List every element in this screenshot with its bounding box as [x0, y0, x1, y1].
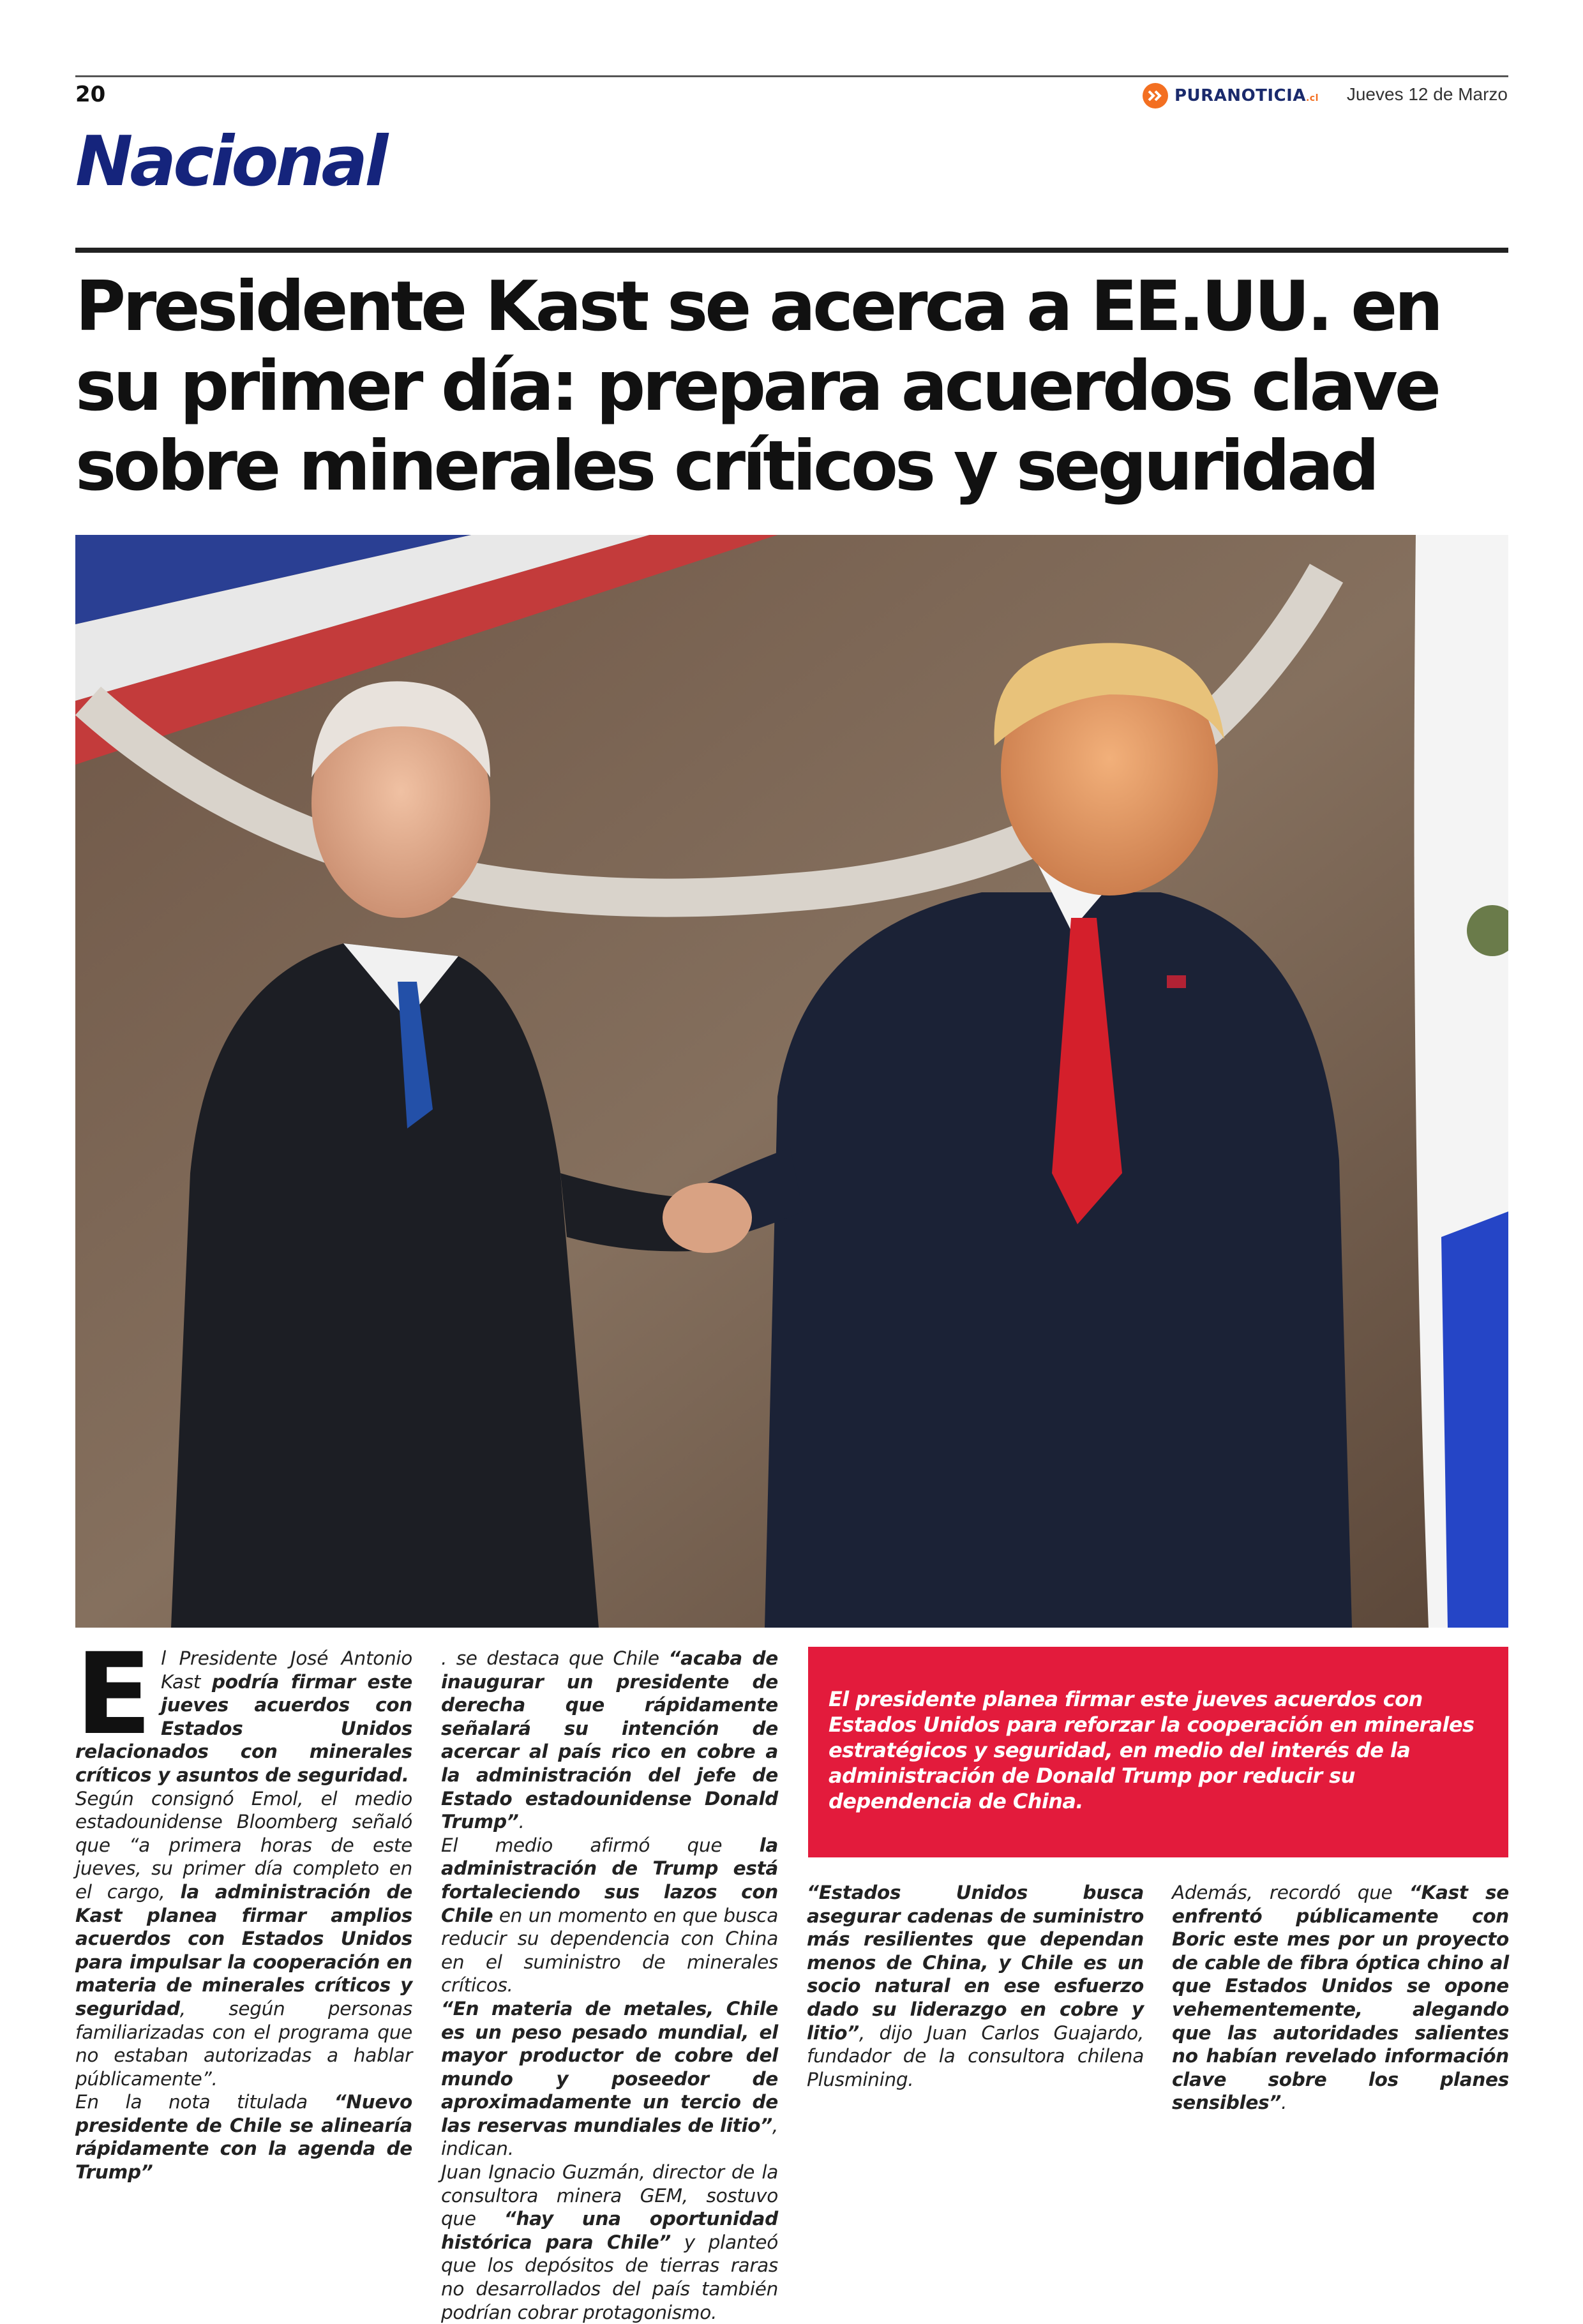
edition-date: Jueves 12 de Marzo: [1346, 84, 1508, 104]
header-rule: [75, 75, 1508, 77]
headline: [75, 267, 1518, 506]
headline-line: Presidente Kast se acerca a EE.UU. en: [75, 267, 1441, 347]
text-column: [75, 1629, 412, 2184]
paragraph: “En materia de metales, Chile es un peso pesado mundial, el mayor productor de cobre del mundo y poseedor de aproximadamente un tercio de las reservas mundiales de litio”, indican.: [441, 1997, 778, 2160]
brand-logo: [1143, 83, 1319, 109]
brand-suffix: .cl: [1305, 93, 1319, 103]
photo-handshake: [75, 535, 1508, 1628]
text-column: [1172, 1881, 1509, 2115]
text-column: [807, 1881, 1144, 2091]
paragraph: En la nota titulada “Nuevo presidente de Chile se alinearía rápidamente con la agenda de Trump”: [75, 2091, 412, 2184]
section-title: Nacional: [75, 122, 386, 202]
paragraph: Además, recordó que “Kast se enfrentó públicamente con Boric este mes por un proyecto de cable de fibra óptica chino al que Estados Unidos se opone vehementemente, alegando que las autoridades salientes no habían revelado información clave sobre los planes sensibles”.: [1172, 1882, 1509, 2114]
pull-quote-text: El presidente planea firmar este jueves acuerdos con Estados Unidos para reforzar la cooperación en minerales estratégicos y seguridad, en medio del interés de la administración de Donald Trump por reducir su dependencia de China.: [829, 1687, 1474, 1813]
page-number: 20: [75, 82, 106, 107]
headline-line: sobre minerales críticos y seguridad: [75, 426, 1377, 506]
paragraph: Según consignó Emol, el medio estadounidense Bloomberg señaló que “a primera horas de este jueves, su primer día completo en el cargo, la administración de Kast planea firmar amplios acuerdos con Estados Unidos para impulsar la cooperación en materia de minerales críticos y seguridad, según personas familiarizadas con el programa que no estaban autorizadas a hablar públicamente”.: [75, 1787, 412, 2090]
brand-name: PURANOTICIA.cl: [1174, 86, 1319, 105]
paragraph: “Estados Unidos busca asegurar cadenas de suministro más resilientes que dependan menos de China, y Chile es un socio natural en ese esfuerzo dado su liderazgo en cobre y litio”, dijo Juan Carlos Guajardo, fundador de la consultora chilena Plusmining.: [807, 1882, 1144, 2090]
pull-quote: [808, 1647, 1508, 1857]
paragraph: El Presidente José Antonio Kast podría firmar este jueves acuerdos con Estados Unidos relacionados con minerales críticos y asuntos de seguridad.: [75, 1629, 412, 1786]
paragraph: Juan Ignacio Guzmán, director de la consultora minera GEM, sostuvo que “hay una oportunidad histórica para Chile” y planteó que los depósitos de tierras raras no desarrollados del país también podrían cobrar protagonismo.: [441, 2161, 778, 2323]
paragraph: El medio afirmó que la administración de Trump está fortaleciendo sus lazos con Chile en un momento en que busca reducir su dependencia con China en el suministro de minerales críticos.: [441, 1834, 778, 1997]
text-column: [441, 1647, 778, 2324]
article-body: [75, 1629, 1509, 2323]
double-chevron-icon: [1143, 83, 1168, 109]
drop-cap: E: [75, 1629, 152, 1760]
section-rule: [75, 248, 1508, 253]
headline-line: su primer día: prepara acuerdos clave: [75, 347, 1438, 426]
paragraph: . se destaca que Chile “acaba de inaugurar un presidente de derecha que rápidamente señalará su intención de acercar al país rico en cobre a la administración del jefe de Estado estadounidense Donald Trump”.: [441, 1647, 778, 1833]
